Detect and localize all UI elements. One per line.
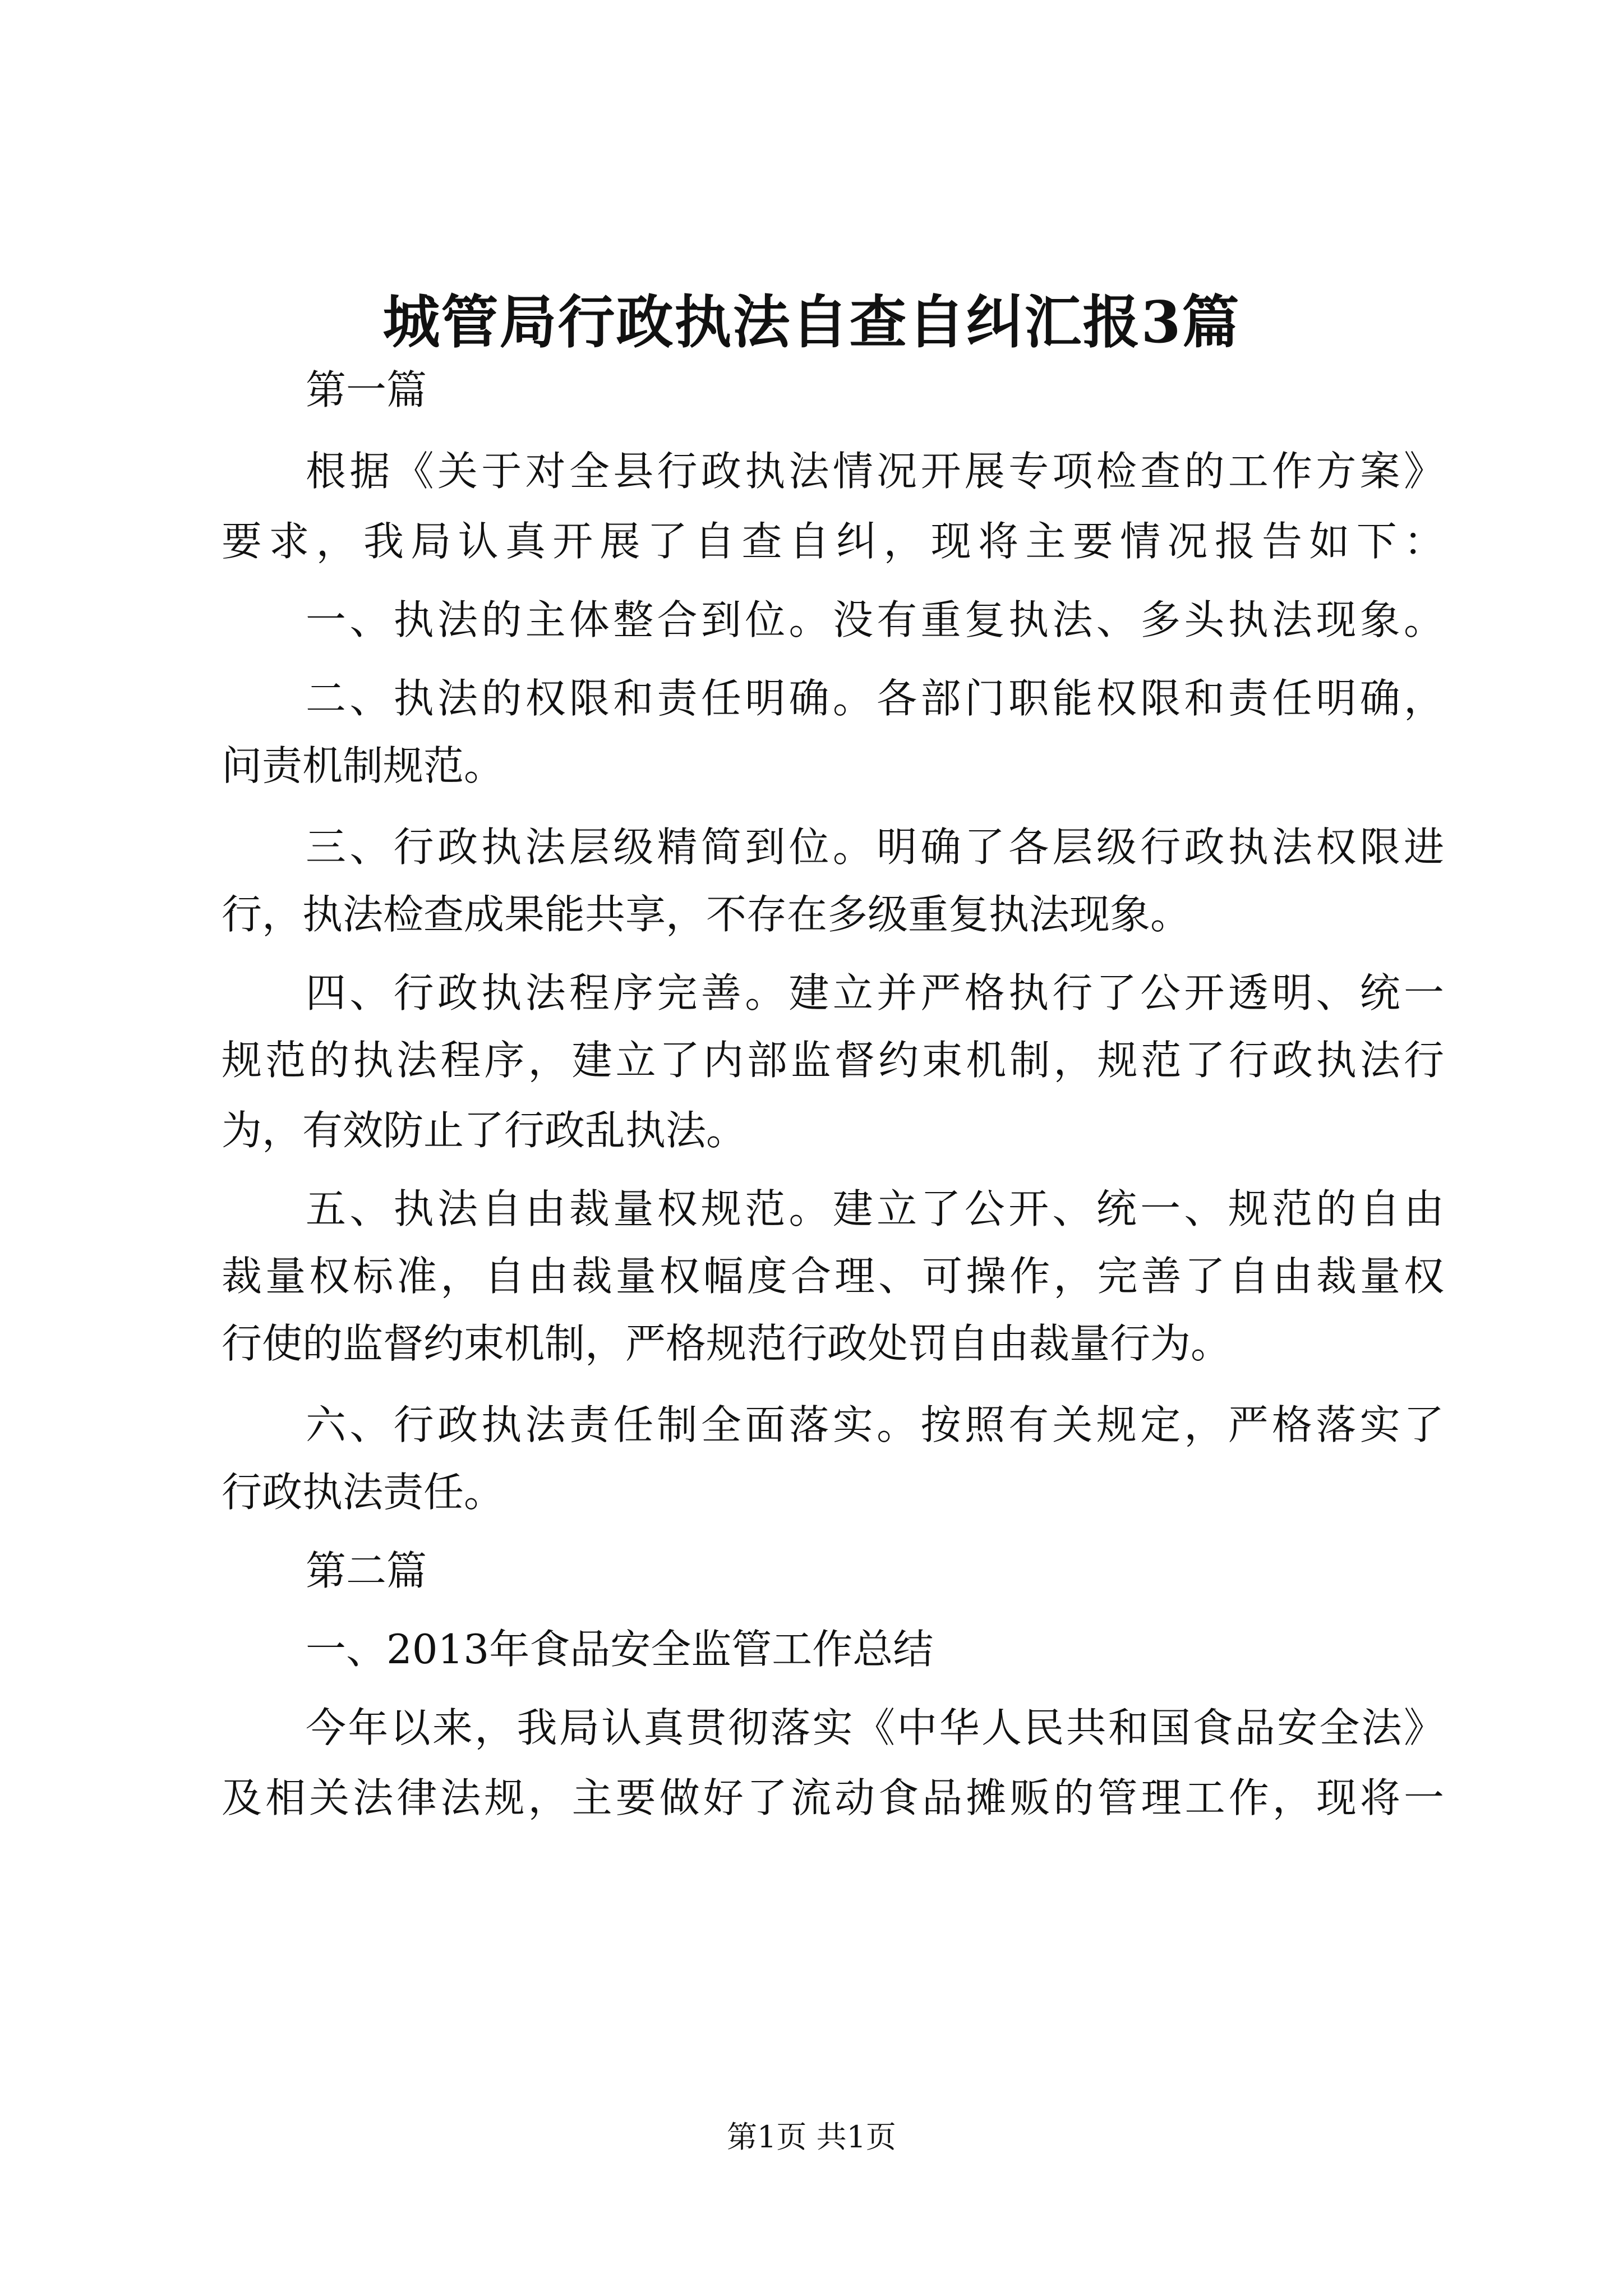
text-line: 今年以来，我局认真贯彻落实《中华人民共和国食品安全法》 bbox=[306, 1704, 1444, 1751]
text-line: 二、执法的权限和责任明确。各部门职能权限和责任明确， bbox=[306, 675, 1444, 722]
text-line: 一、2013年食品安全监管工作总结 bbox=[306, 1626, 934, 1673]
text-line: 行政执法责任。 bbox=[222, 1469, 505, 1516]
text-line: 三、行政执法层级精简到位。明确了各层级行政执法权限进 bbox=[306, 823, 1444, 871]
text-line: 及相关法律法规，主要做好了流动食品摊贩的管理工作，现将一 bbox=[222, 1774, 1444, 1821]
text-line: 六、行政执法责任制全面落实。按照有关规定，严格落实了 bbox=[306, 1401, 1444, 1448]
text-line: 第二篇 bbox=[306, 1547, 427, 1594]
text-line: 行，执法检查成果能共享，不存在多级重复执法现象。 bbox=[222, 891, 1191, 938]
text-line: 一、执法的主体整合到位。没有重复执法、多头执法现象。 bbox=[306, 596, 1444, 643]
document-title: 城管局行政执法自查自纠汇报3篇 bbox=[382, 289, 1241, 356]
text-line: 行使的监督约束机制，严格规范行政处罚自由裁量行为。 bbox=[222, 1320, 1232, 1367]
text-line: 要求，我局认真开展了自查自纠，现将主要情况报告如下： bbox=[222, 518, 1444, 565]
text-line: 四、行政执法程序完善。建立并严格执行了公开透明、统一 bbox=[306, 969, 1444, 1016]
text-line: 根据《关于对全县行政执法情况开展专项检查的工作方案》 bbox=[306, 448, 1444, 495]
text-line: 问责机制规范。 bbox=[222, 742, 505, 789]
page-footer: 第1页 共1页 bbox=[727, 2119, 896, 2155]
text-line: 裁量权标准，自由裁量权幅度合理、可操作，完善了自由裁量权 bbox=[222, 1253, 1444, 1300]
text-line: 为，有效防止了行政乱执法。 bbox=[222, 1107, 747, 1154]
text-line: 规范的执法程序，建立了内部监督约束机制，规范了行政执法行 bbox=[222, 1037, 1444, 1084]
text-line: 第一篇 bbox=[306, 366, 427, 413]
text-line: 五、执法自由裁量权规范。建立了公开、统一、规范的自由 bbox=[306, 1185, 1444, 1232]
